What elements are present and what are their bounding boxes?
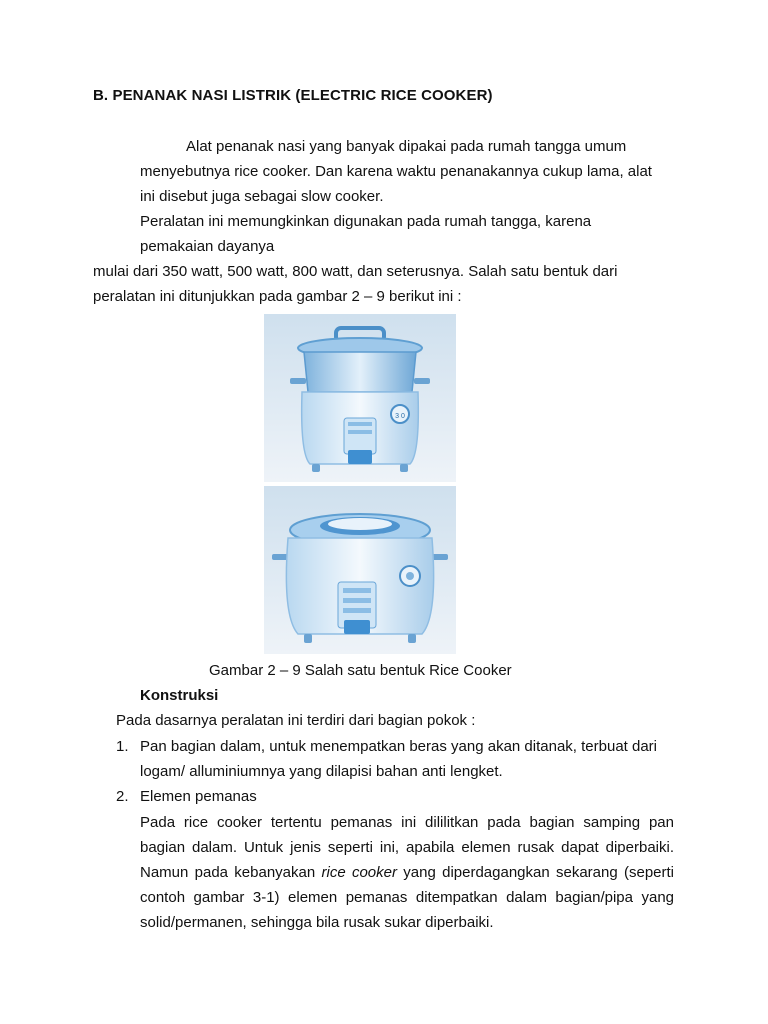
paragraph-italic-term: rice cooker xyxy=(321,864,397,881)
intro-line-5: pemakaian dayanya xyxy=(140,238,275,255)
intro-line-6: mulai dari 350 watt, 500 watt, 800 watt, dan seterusnya. Salah satu bentuk dari xyxy=(93,263,618,280)
list-number-2: 2. xyxy=(116,788,129,805)
list-item-2-paragraph xyxy=(140,810,674,935)
konstruksi-lead: Pada dasarnya peralatan ini terdiri dari bagian pokok : xyxy=(116,712,476,729)
list-item-1-line-1: Pan bagian dalam, untuk menempatkan beras yang akan ditanak, terbuat dari xyxy=(140,738,658,755)
intro-line-1: Alat penanak nasi yang banyak dipakai pada rumah tangga umum xyxy=(186,138,627,155)
paragraph-text-part-2: yang diperdagangkan sekarang (seperti contoh gambar 3-1) elemen pemanas ditempatkan dalam bagian/pipa yang solid/permanen, sehingga bila rusak sukar diperbaiki. xyxy=(140,864,674,931)
rice-cooker-photo-lid xyxy=(264,486,456,654)
intro-line-4: Peralatan ini memungkinkan digunakan pada rumah tangga, karena xyxy=(140,213,592,230)
rice-cooker-photo-steamer xyxy=(264,314,456,482)
figure-caption: Gambar 2 – 9 Salah satu bentuk Rice Cooker xyxy=(209,662,512,679)
intro-line-2: menyebutnya rice cooker. Dan karena waktu penanakannya cukup lama, alat xyxy=(140,163,652,180)
list-item-1-line-2: logam/ alluminiumnya yang dilapisi bahan anti lengket. xyxy=(140,763,503,780)
paragraph-text-part-1: Pada rice cooker tertentu pemanas ini dililitkan pada bagian samping pan bagian dalam. Untuk jenis seperti ini, apabila elemen rusak dapat diperbaiki. Namun pada kebanyakan xyxy=(140,814,674,881)
section-heading: B. PENANAK NASI LISTRIK (ELECTRIC RICE COOKER) xyxy=(93,87,493,104)
list-item-2-title: Elemen pemanas xyxy=(140,788,257,805)
rice-cooker-figure xyxy=(264,314,456,654)
list-number-1: 1. xyxy=(116,738,129,755)
dial-label-text: 3 0 xyxy=(395,413,405,420)
intro-line-7: peralatan ini ditunjukkan pada gambar 2 – 9 berikut ini : xyxy=(93,288,462,305)
intro-line-3: ini disebut juga sebagai slow cooker. xyxy=(140,188,384,205)
konstruksi-title: Konstruksi xyxy=(140,687,219,704)
